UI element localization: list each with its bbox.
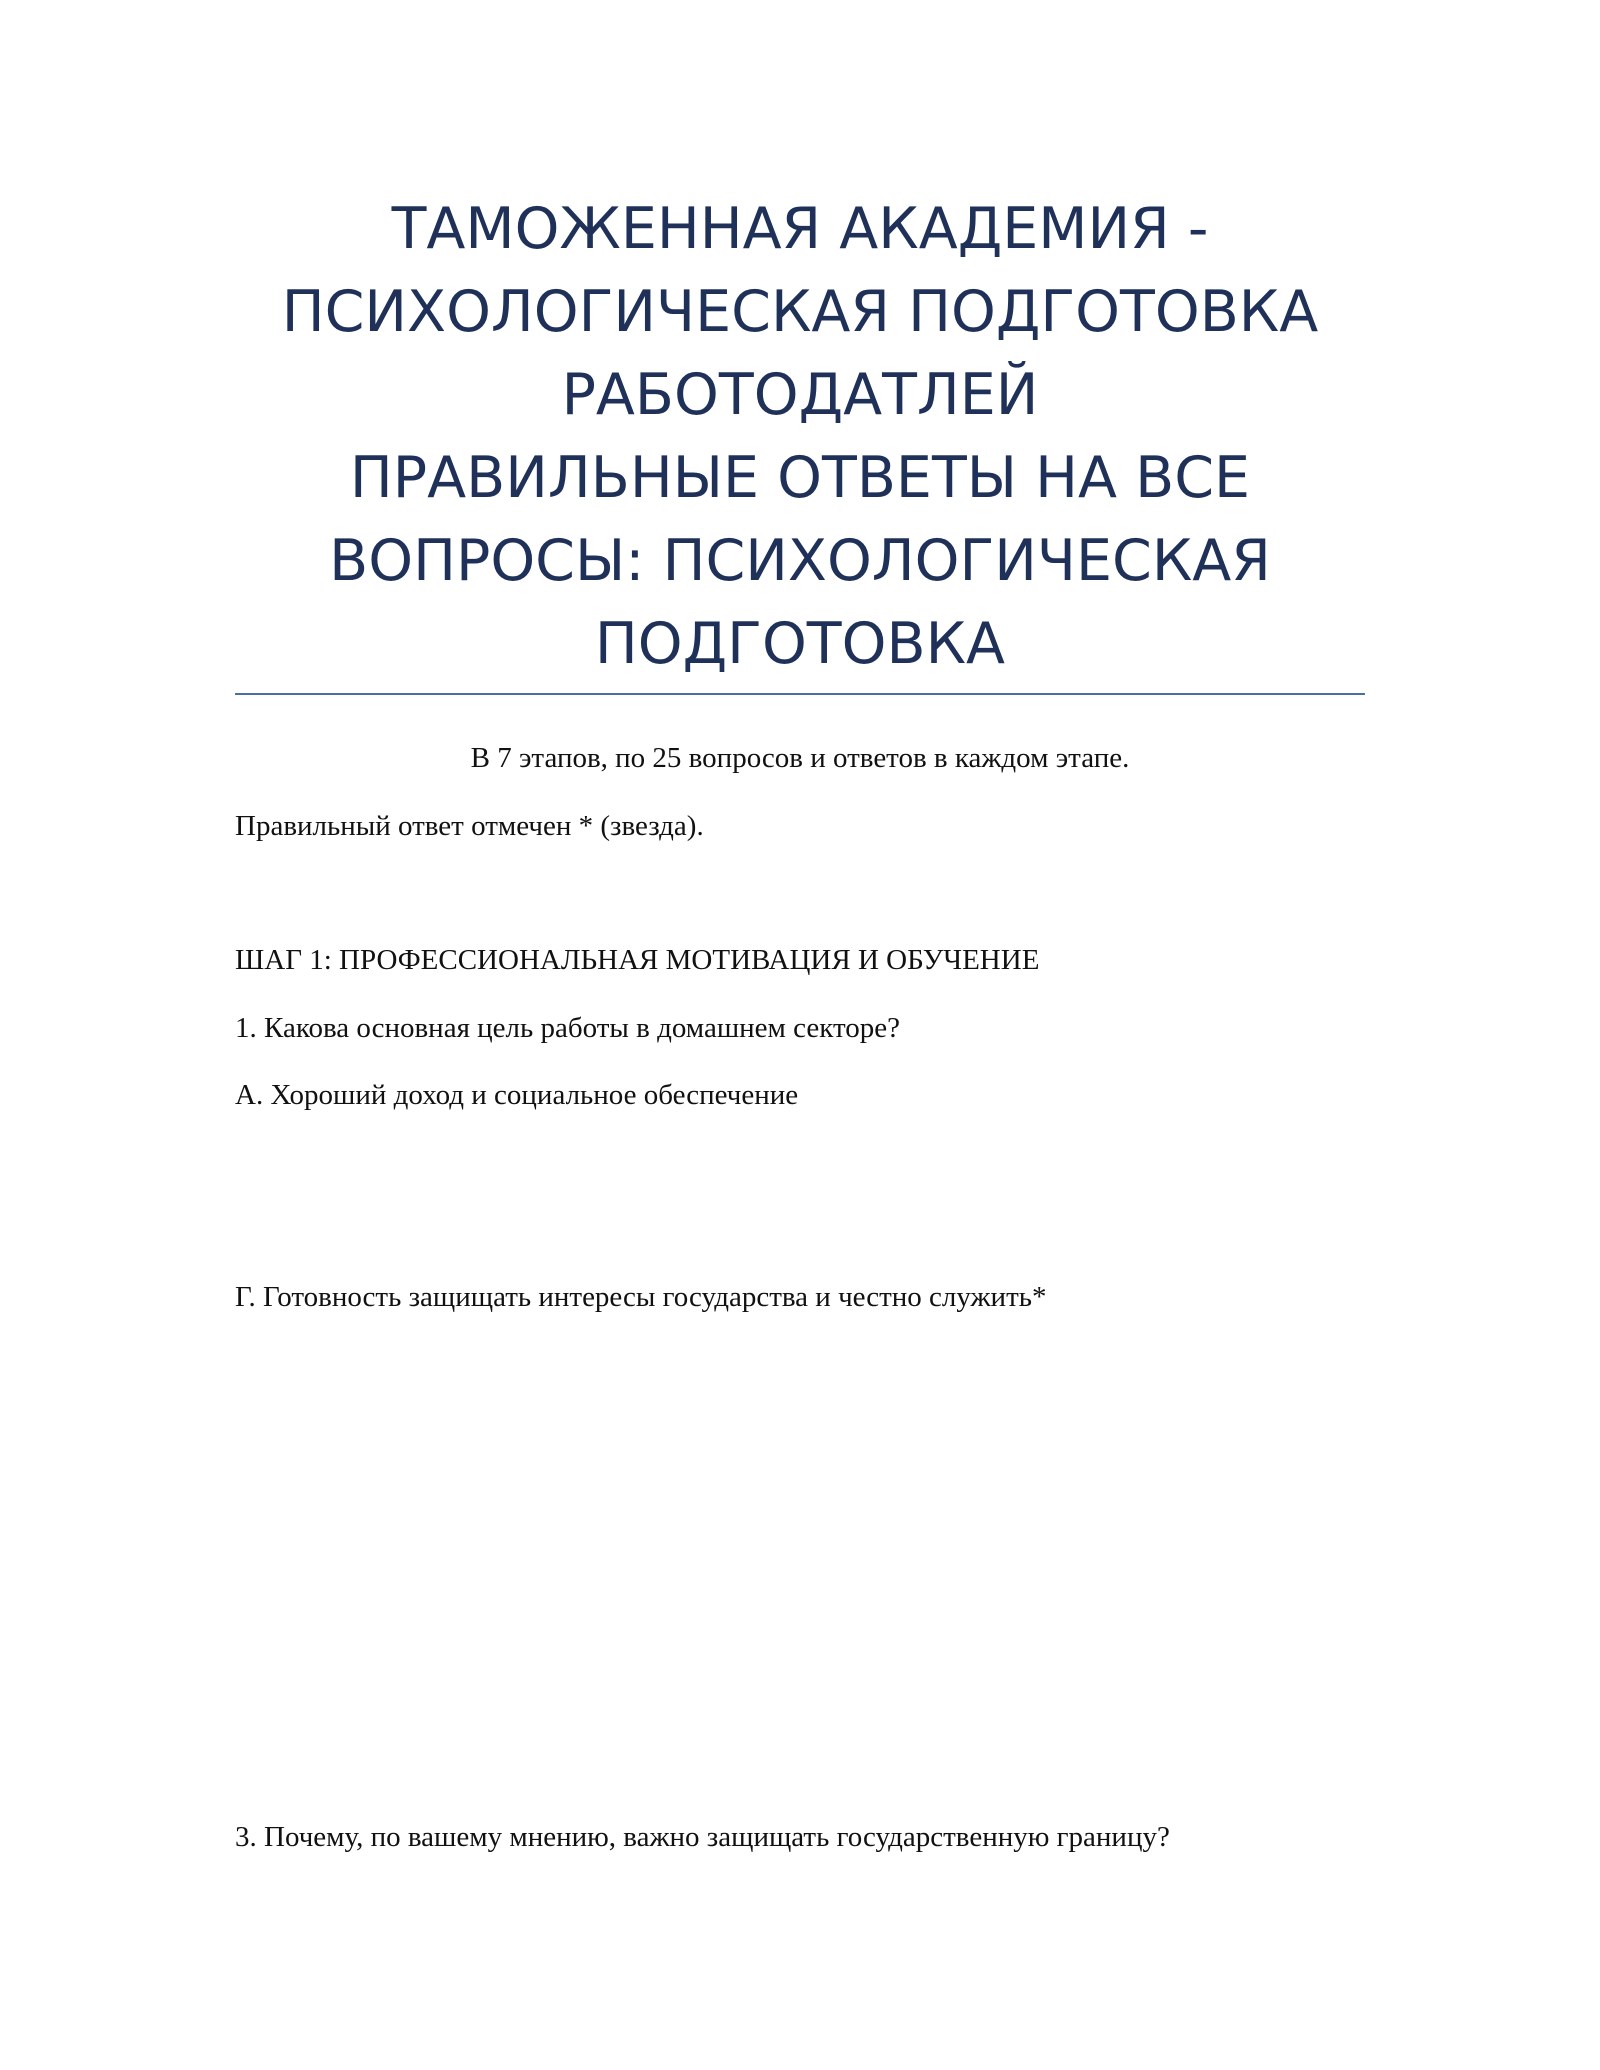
title-line: ПОДГОТОВКА xyxy=(594,611,1006,677)
document-title xyxy=(235,188,1365,686)
title-line: ТАМОЖЕННАЯ АКАДЕМИЯ - xyxy=(391,196,1209,262)
title-line: ПРАВИЛЬНЫЕ ОТВЕТЫ НА ВСЕ xyxy=(349,445,1251,511)
correct-answer-note: Правильный ответ отмечен * (звезда). xyxy=(235,810,704,842)
title-underline-divider xyxy=(235,693,1365,695)
answer-option-g-correct: Г. Готовность защищать интересы государства и честно служить* xyxy=(235,1281,1047,1313)
step-heading: ШАГ 1: ПРОФЕССИОНАЛЬНАЯ МОТИВАЦИЯ И ОБУЧЕНИЕ xyxy=(235,944,1040,976)
question-1: 1. Какова основная цель работы в домашнем секторе? xyxy=(235,1012,900,1044)
title-line: РАБОТОДАТЛЕЙ xyxy=(561,362,1039,428)
title-line: ПСИХОЛОГИЧЕСКАЯ ПОДГОТОВКА xyxy=(281,279,1319,345)
answer-option-a: А. Хороший доход и социальное обеспечение xyxy=(235,1079,799,1111)
question-3: 3. Почему, по вашему мнению, важно защищать государственную границу? xyxy=(235,1821,1170,1853)
document-subtitle: В 7 этапов, по 25 вопросов и ответов в каждом этапе. xyxy=(470,742,1130,774)
title-line: ВОПРОСЫ: ПСИХОЛОГИЧЕСКАЯ xyxy=(329,528,1271,594)
